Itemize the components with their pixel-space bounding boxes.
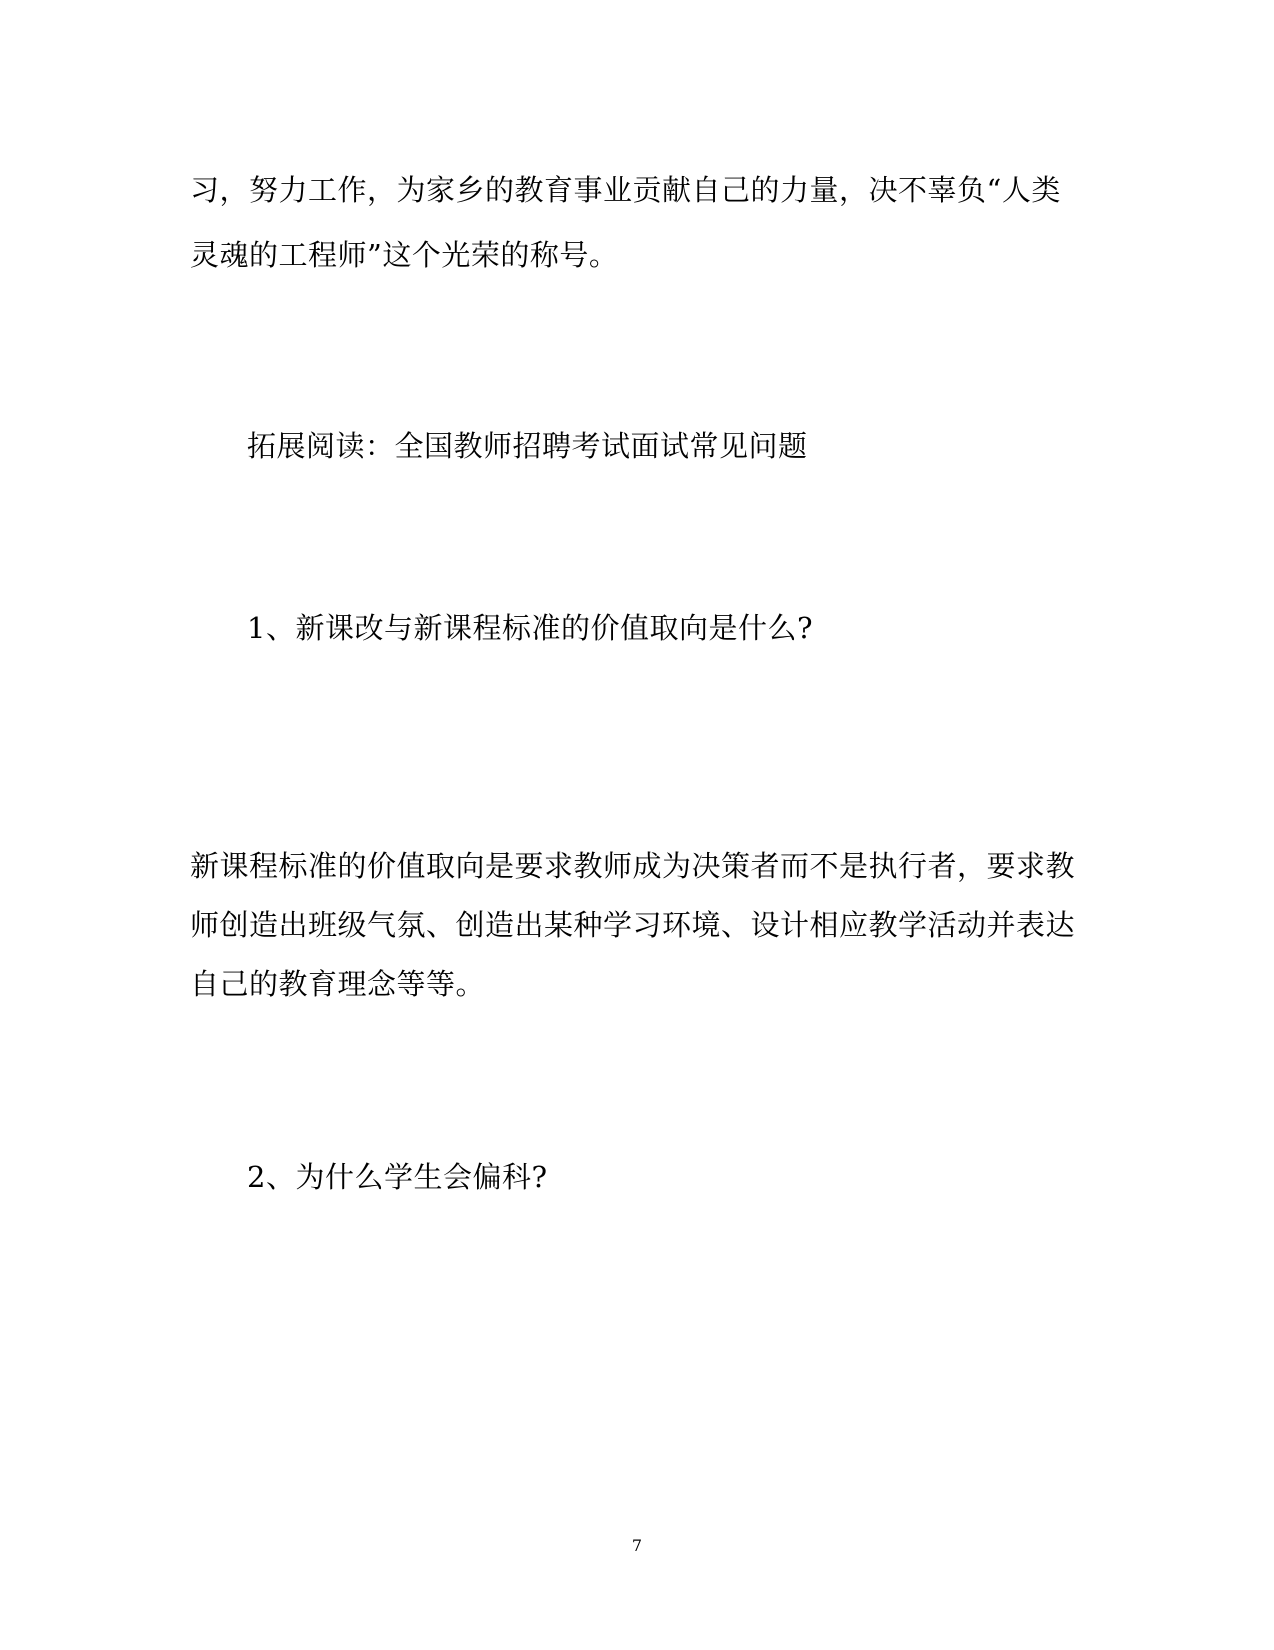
answer-1-line: 自己的教育理念等等。 (190, 967, 486, 1001)
extended-reading-heading: 拓展阅读：全国教师招聘考试面试常见问题 (247, 429, 808, 463)
paragraph-line: 灵魂的工程师”这个光荣的称号。 (190, 238, 619, 272)
question-2: 2、为什么学生会偏科? (247, 1160, 548, 1194)
paragraph-line: 习，努力工作，为家乡的教育事业贡献自己的力量，决不辜负“人类 (190, 173, 1061, 207)
answer-1-line: 新课程标准的价值取向是要求教师成为决策者而不是执行者，要求教 (190, 849, 1076, 883)
page-number: 7 (631, 1536, 643, 1555)
question-1: 1、新课改与新课程标准的价值取向是什么? (247, 611, 813, 645)
answer-1-line: 师创造出班级气氛、创造出某种学习环境、设计相应教学活动并表达 (190, 908, 1076, 942)
